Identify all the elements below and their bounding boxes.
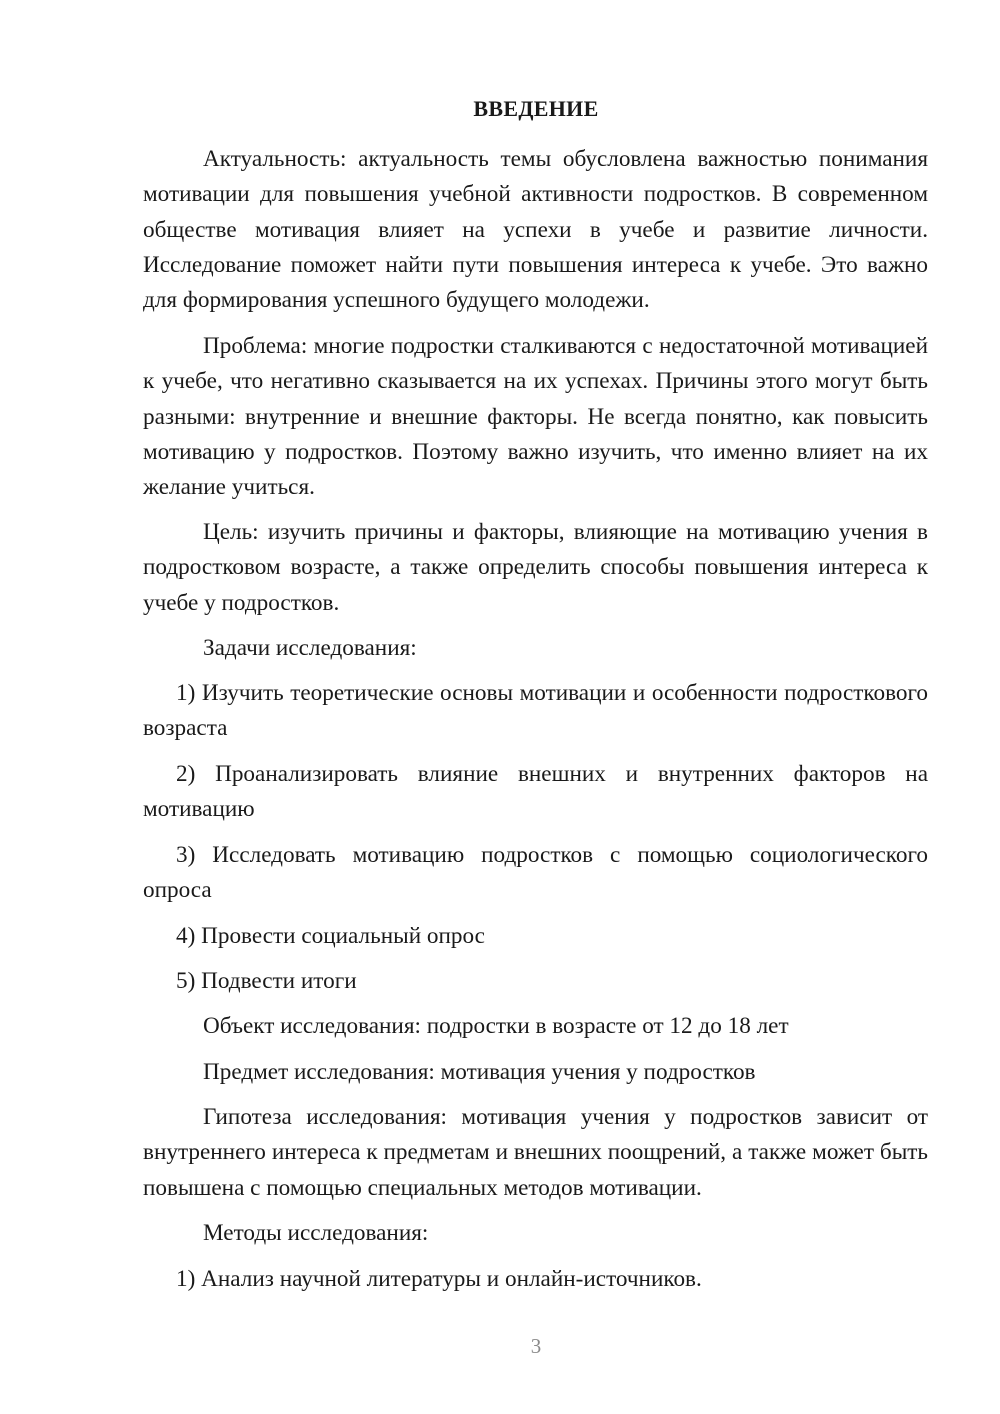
task-item-1: 1) Изучить теоретические основы мотивации и особенности подросткового возраста <box>143 680 928 742</box>
paragraph-problem: Проблема: многие подростки сталкиваются с недостаточной мотивацией к учебе, что негативно сказывается на их успехах. Причины этого могут быть разными: внутренние и внешние факторы. Не всегда понятно, как повысить мотивацию у подростков. Поэтому важно изучить, что именно влияет на их желание учиться. <box>143 333 928 501</box>
research-subject: Предмет исследования: мотивация учения у подростков <box>203 1059 756 1085</box>
research-object: Объект исследования: подростки в возрасте от 12 до 18 лет <box>203 1013 789 1039</box>
section-heading: ВВЕДЕНИЕ <box>473 96 599 121</box>
paragraph-goal: Цель: изучить причины и факторы, влияющие на мотивацию учения в подростковом возрасте, а также определить способы повышения интереса к учебе у подростков. <box>143 519 928 616</box>
tasks-title: Задачи исследования: <box>203 635 417 661</box>
task-item-4: 4) Провести социальный опрос <box>176 923 485 949</box>
task-item-5: 5) Подвести итоги <box>176 968 357 994</box>
research-hypothesis: Гипотеза исследования: мотивация учения у подростков зависит от внутреннего интереса к предметам и внешних поощрений, а также может быть повышена с помощью специальных методов мотивации. <box>143 1104 928 1201</box>
task-item-2: 2) Проанализировать влияние внешних и внутренних факторов на мотивацию <box>143 761 928 823</box>
methods-title: Методы исследования: <box>203 1220 429 1246</box>
task-item-3: 3) Исследовать мотивацию подростков с помощью социологического опроса <box>143 842 928 904</box>
page-number: 3 <box>530 1334 542 1358</box>
paragraph-relevance: Актуальность: актуальность темы обусловлена важностью понимания мотивации для повышения учебной активности подростков. В современном обществе мотивация влияет на успехи в учебе и развитие личности. Исследование поможет найти пути повышения интереса к учебе. Это важно для формирования успешного будущего молодежи. <box>143 146 928 314</box>
method-item-1: 1) Анализ научной литературы и онлайн-источников. <box>176 1266 702 1292</box>
